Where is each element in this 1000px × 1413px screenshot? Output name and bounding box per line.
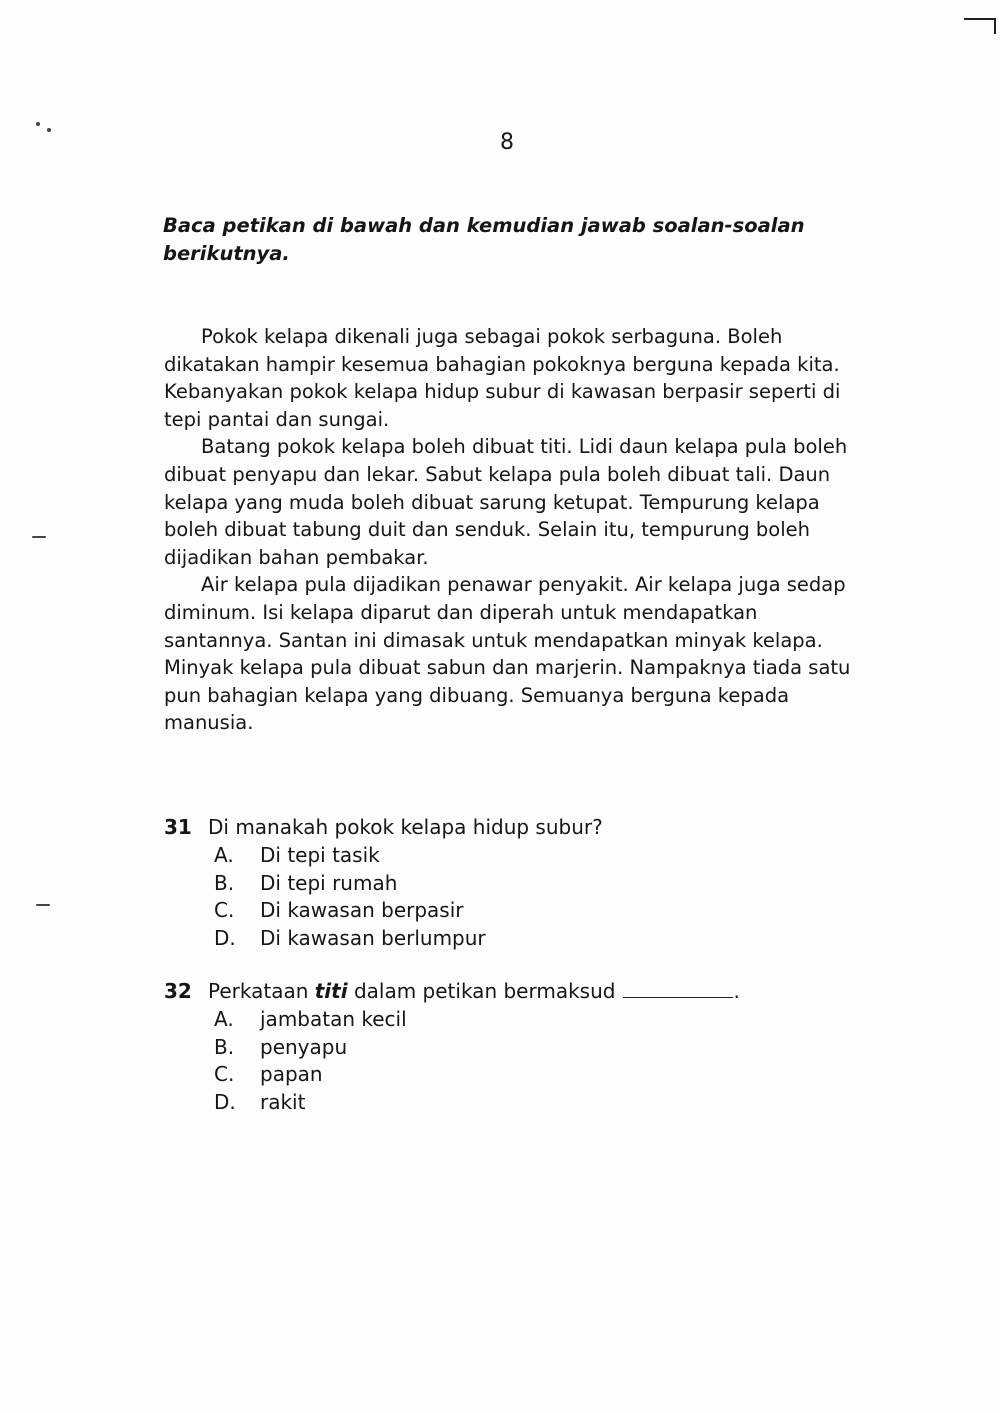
question-31 bbox=[164, 812, 844, 952]
question-number: 32 bbox=[164, 979, 192, 1003]
answer-option[interactable] bbox=[214, 925, 844, 953]
scan-speck bbox=[32, 536, 46, 538]
option-letter: A. bbox=[214, 843, 234, 867]
answer-option[interactable] bbox=[214, 897, 844, 925]
corner-mark bbox=[964, 18, 996, 34]
option-letter: B. bbox=[214, 870, 235, 895]
option-text: papan bbox=[260, 1062, 323, 1086]
option-text: Di kawasan berpasir bbox=[260, 898, 464, 922]
passage-paragraph: Pokok kelapa dikenali juga sebagai pokok serbaguna. Boleh dikatakan hampir kesemua bahagian pokoknya berguna kepada kita. Kebanyakan pokok kelapa hidup subur di kawasan berpasir seperti di tepi pantai dan sungai. bbox=[164, 325, 841, 431]
option-letter: D. bbox=[214, 925, 236, 950]
question-text: Di manakah pokok kelapa hidup subur? bbox=[208, 815, 603, 839]
question-number: 31 bbox=[164, 815, 192, 839]
passage-paragraph: Air kelapa pula dijadikan penawar penyakit. Air kelapa juga sedap diminum. Isi kelapa diparut dan diperah untuk mendapatkan santannya. Santan ini dimasak untuk mendapatkan minyak kelapa. Minyak kelapa pula dibuat sabun dan marjerin. Nampaknya tiada satu pun bahagian kelapa yang dibuang. Semuanya berguna kepada manusia. bbox=[164, 573, 851, 735]
option-letter: C. bbox=[214, 898, 235, 922]
answer-option[interactable] bbox=[214, 870, 844, 898]
scan-speck bbox=[36, 122, 40, 126]
page-number: 8 bbox=[500, 130, 514, 155]
option-letter: D. bbox=[214, 1089, 236, 1114]
option-letter: A. bbox=[214, 1007, 234, 1031]
answer-option[interactable] bbox=[214, 1089, 844, 1117]
option-letter: B. bbox=[214, 1034, 235, 1059]
option-text: Di tepi tasik bbox=[260, 843, 380, 867]
answer-blank bbox=[623, 979, 733, 998]
scan-speck bbox=[36, 904, 50, 906]
answer-option[interactable] bbox=[214, 1006, 844, 1034]
question-text-after: dalam petikan bermaksud bbox=[353, 979, 616, 1003]
question-32 bbox=[164, 976, 844, 1116]
keyword: titi bbox=[314, 979, 348, 1003]
option-text: Di tepi rumah bbox=[260, 870, 398, 895]
option-letter: C. bbox=[214, 1062, 235, 1086]
instruction: Baca petikan di bawah dan kemudian jawab soalan-soalan berikutnya. bbox=[163, 214, 805, 265]
option-text: rakit bbox=[260, 1089, 306, 1114]
passage-paragraph: Batang pokok kelapa boleh dibuat titi. Lidi daun kelapa pula boleh dibuat penyapu dan lekar. Sabut kelapa pula boleh dibuat tali. Daun kelapa yang muda boleh dibuat sarung ketupat. Tempurung kelapa boleh dibuat tabung duit dan senduk. Selain itu, tempurung boleh dijadikan bahan pembakar. bbox=[164, 435, 848, 569]
reading-passage bbox=[164, 323, 854, 737]
option-text: penyapu bbox=[260, 1034, 348, 1059]
question-stem bbox=[164, 812, 844, 842]
question-text-before: Perkataan bbox=[208, 979, 309, 1003]
question-stem bbox=[164, 976, 844, 1006]
blank-period: . bbox=[733, 979, 740, 1003]
answer-options bbox=[214, 1006, 844, 1116]
option-text: jambatan kecil bbox=[260, 1007, 407, 1031]
answer-option[interactable] bbox=[214, 842, 844, 870]
answer-option[interactable] bbox=[214, 1061, 844, 1089]
answer-options bbox=[214, 842, 844, 952]
answer-option[interactable] bbox=[214, 1034, 844, 1062]
option-text: Di kawasan berlumpur bbox=[260, 925, 486, 950]
